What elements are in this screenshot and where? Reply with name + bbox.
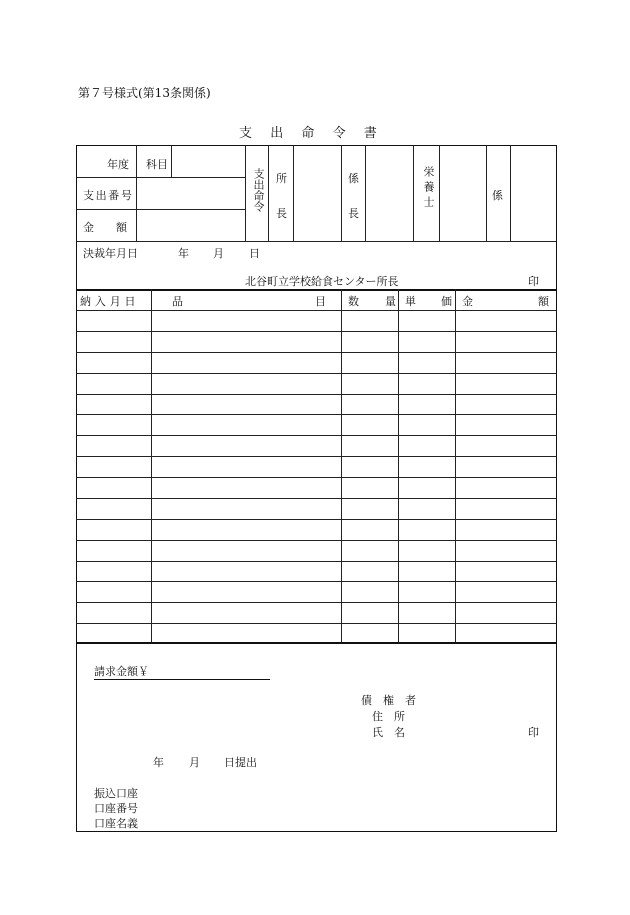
items-column-line [398,289,399,644]
items-header-line [76,310,557,311]
header-nonyu-gappi: 納入月日 [80,295,140,308]
table-row [76,373,557,374]
jusho-label: 住 所 [372,710,405,723]
kessai-tsuki: 月 [213,247,224,260]
koza-bango-label: 口座番号 [94,802,138,815]
table-row [76,623,557,624]
kessai-label: 決裁年月日 [83,247,138,260]
table-row [76,602,557,603]
items-column-line [151,289,152,644]
shishutsu-bango-label: 支出番号 [83,189,134,202]
header-ka: 価 [441,295,452,308]
teishutsu-nen: 年 [153,756,164,769]
header-ryo: 量 [385,295,396,308]
header-gaku: 額 [538,295,549,308]
shocho-label-a: 所 [276,172,287,185]
table-row [76,519,557,520]
table-row [76,414,557,415]
eiyoshi-label: 栄養士 [422,166,435,211]
kakaricho-label-a: 係 [348,172,359,185]
items-column-line [341,289,342,644]
table-row [76,435,557,436]
koza-meigi-label: 口座名義 [94,817,138,830]
table-row [76,456,557,457]
shishutsu-meirei-label: 支出命令 [252,168,265,212]
kessai-nen: 年 [178,247,189,260]
kessai-hi: 日 [249,247,260,260]
shocho-label-b: 長 [276,207,287,220]
shimei-label: 氏 名 [372,726,405,739]
form-number: 第７号様式(第13条関係) [78,86,211,100]
table-row [76,540,557,541]
center-name: 北谷町立学校給食センター所長 [245,275,399,288]
table-row [76,561,557,562]
furikomi-koza-label: 振込口座 [94,787,138,800]
kamoku-label: 科目 [146,158,168,171]
teishutsu-tsuki: 月 [189,756,200,769]
header-su: 数 [348,295,359,308]
kakaricho-label-b: 長 [348,207,359,220]
header-kin: 金 [462,295,473,308]
center-seal: 印 [528,275,539,288]
kakari-label: 係 [492,189,503,202]
saikensha-label: 債 権 者 [361,694,416,707]
claimant-seal: 印 [528,726,539,739]
table-row [76,477,557,478]
seikyu-kingaku-field[interactable]: 請求金額￥ [94,663,270,680]
teishutsu-hi: 日提出 [224,756,257,769]
table-row [76,581,557,582]
table-row [76,394,557,395]
header-hin: 品 [172,295,183,308]
table-row [76,498,557,499]
table-row [76,352,557,353]
nendo-label: 年度 [107,158,129,171]
table-row [76,331,557,332]
header-tan: 単 [405,295,416,308]
header-moku: 目 [315,295,326,308]
kingaku-label: 金 額 [83,221,127,234]
document-title: 支 出 命 令 書 [239,126,380,141]
items-column-line [455,289,456,644]
